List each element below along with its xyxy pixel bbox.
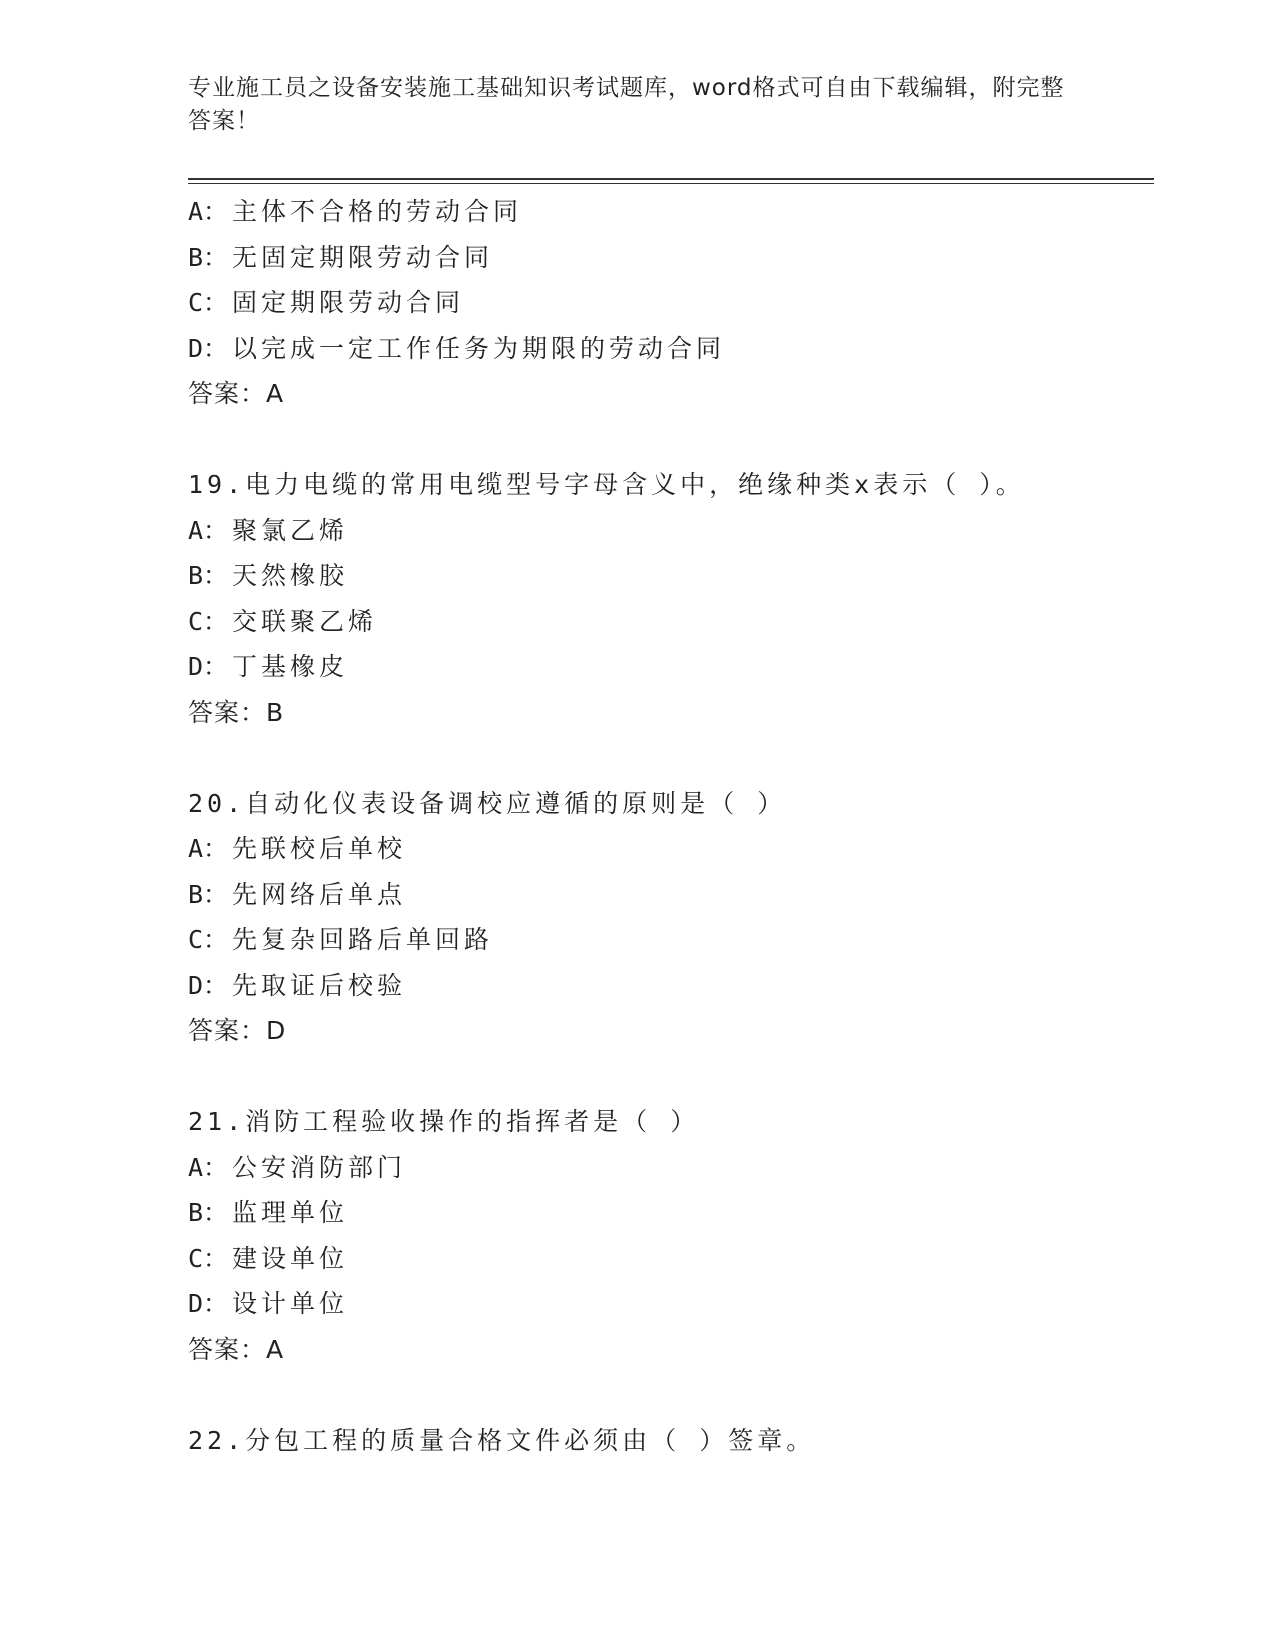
option-line: A： 聚氯乙烯 xyxy=(188,515,349,545)
option-text: 建设单位 xyxy=(232,1243,349,1273)
option-text: 监理单位 xyxy=(232,1198,349,1227)
option-text: 先网络后单点 xyxy=(232,879,407,909)
option-line: C： 建设单位 xyxy=(188,1243,349,1273)
option-text: 聚氯乙烯 xyxy=(232,515,349,545)
header-divider-thin xyxy=(188,183,1154,184)
option-line: B： 无固定期限劳动合同 xyxy=(188,242,494,272)
option-line: C： 交联聚乙烯 xyxy=(188,606,378,636)
option-line: A： 先联校后单校 xyxy=(188,834,407,863)
option-text: 固定期限劳动合同 xyxy=(232,288,465,317)
option-line: D： 先取证后校验 xyxy=(188,970,407,1000)
question-block-20 xyxy=(188,781,1154,1054)
header-divider xyxy=(188,178,1154,180)
option-line: D： 设计单位 xyxy=(188,1289,349,1318)
option-line: A： 主体不合格的劳动合同 xyxy=(188,197,523,226)
option-line: C： 固定期限劳动合同 xyxy=(188,288,465,317)
option-text: 主体不合格的劳动合同 xyxy=(232,197,523,226)
question-stem: 20.自动化仪表设备调校应遵循的原则是（ ） xyxy=(188,788,787,818)
question-block-18 xyxy=(188,189,1154,417)
option-line: B： 天然橡胶 xyxy=(188,561,349,590)
question-stem: 19.电力电缆的常用电缆型号字母含义中，绝缘种类x表示（ ）。 xyxy=(188,470,1025,499)
question-stem: 22.分包工程的质量合格文件必须由（ ）签章。 xyxy=(188,1425,816,1455)
option-text: 先复杂回路后单回路 xyxy=(232,925,494,954)
question-list xyxy=(188,189,1154,1463)
question-block-21 xyxy=(188,1099,1154,1372)
option-line: A： 公安消防部门 xyxy=(188,1152,407,1182)
question-stem: 21.消防工程验收操作的指挥者是（ ） xyxy=(188,1107,700,1136)
option-text: 设计单位 xyxy=(232,1289,349,1318)
option-text: 先取证后校验 xyxy=(232,970,407,1000)
option-text: 先联校后单校 xyxy=(232,834,407,863)
option-line: C： 先复杂回路后单回路 xyxy=(188,925,494,954)
option-text: 无固定期限劳动合同 xyxy=(232,242,494,272)
answer-line: 答案：D xyxy=(188,1016,287,1045)
answer-line: 答案：B xyxy=(188,697,285,727)
option-text: 以完成一定工作任务为期限的劳动合同 xyxy=(232,333,726,363)
option-text: 交联聚乙烯 xyxy=(232,606,378,636)
option-line: D： 以完成一定工作任务为期限的劳动合同 xyxy=(188,333,726,363)
question-block-22 xyxy=(188,1418,1154,1464)
document-header: 专业施工员之设备安装施工基础知识考试题库，word格式可自由下载编辑，附完整答案！ xyxy=(188,75,1065,134)
option-text: 公安消防部门 xyxy=(232,1152,407,1182)
option-text: 丁基橡皮 xyxy=(232,652,349,681)
answer-line: 答案：A xyxy=(188,1334,285,1364)
answer-line: 答案：A xyxy=(188,379,285,408)
option-line: B： 监理单位 xyxy=(188,1198,349,1227)
option-line: D： 丁基橡皮 xyxy=(188,652,349,681)
option-text: 天然橡胶 xyxy=(232,561,349,590)
question-block-19 xyxy=(188,462,1154,735)
option-line: B： 先网络后单点 xyxy=(188,879,407,909)
